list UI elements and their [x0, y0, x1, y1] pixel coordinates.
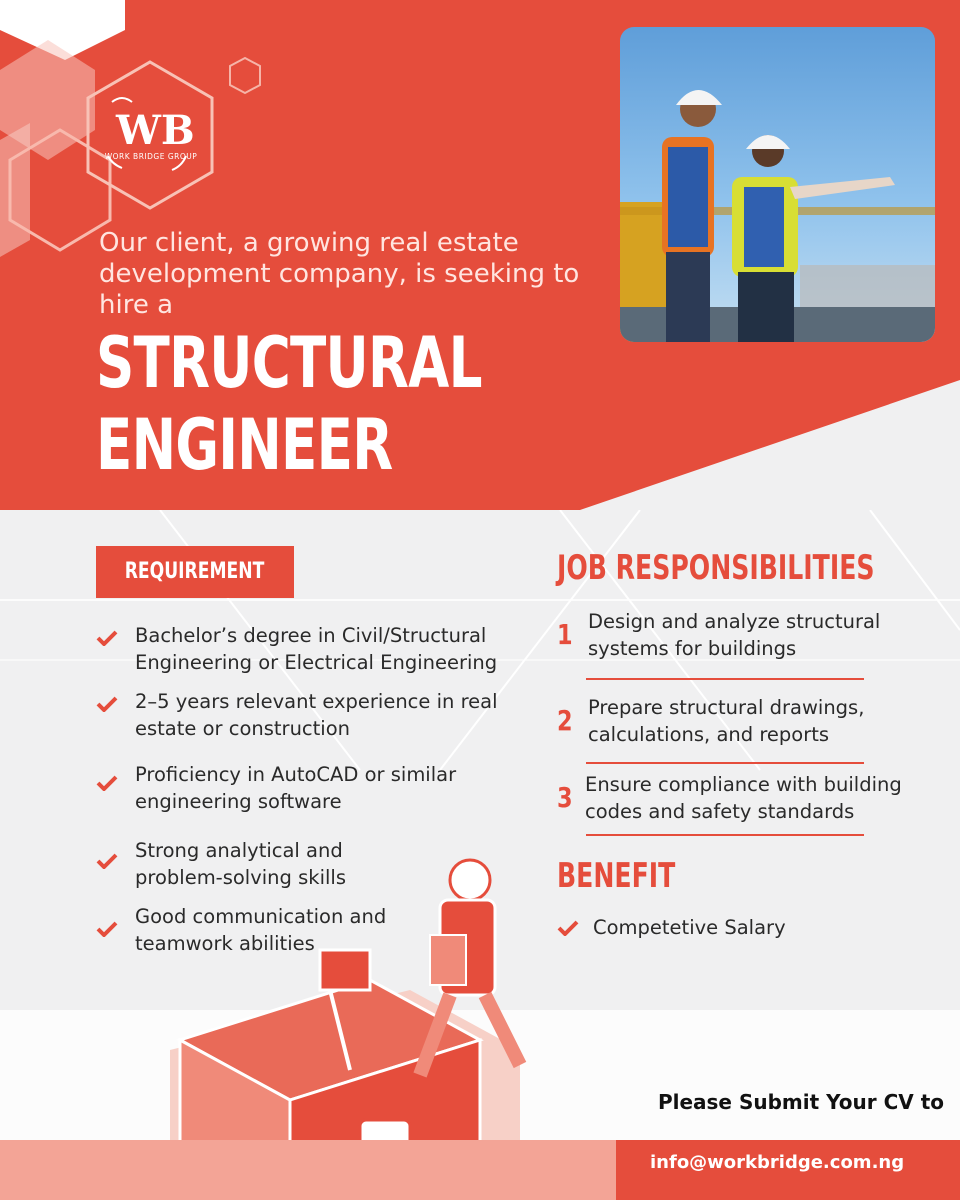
divider	[586, 834, 864, 836]
divider	[586, 762, 864, 764]
check-icon	[96, 775, 118, 791]
logo-mark-icon	[86, 70, 216, 212]
engineers-photo	[620, 27, 935, 342]
intro-text: Our client, a growing real estate development company, is seeking to hire a	[99, 228, 580, 320]
submit-cv-label: Please Submit Your CV to	[657, 1090, 944, 1114]
header-panel-cut	[580, 380, 960, 510]
job-poster: WB WORK BRIDGE GROUP Our client, a growing real estate development company, is seeking to hire a STRUCTURAL ENGINEER REQUIREMENT Bachelor’s degree in Civil/Structural Engineering or Electrical Engineering 2–5 years relevant experience in real estate or construction Proficiency in AutoCAD or similar engineering software Strong analytical and problem-solving skills Good communication and teamwork abilities JOB RESPONSIBILITIES 1 Design and analyze structural systems for buildings 2 Prepare structural drawings, calculations, and reports 3 Ensure compliance with building codes and safety standards BENEFIT Competetive Salary Please Submit Your CV to info@workbridge.com.ng	[0, 0, 960, 1200]
check-icon	[96, 853, 118, 869]
engineers-image	[620, 27, 935, 342]
check-icon	[96, 696, 118, 712]
svg-text:WB: WB	[116, 107, 195, 154]
job-title	[96, 322, 482, 486]
check-icon	[96, 630, 118, 646]
requirement-heading: REQUIREMENT	[96, 546, 294, 598]
divider	[586, 678, 864, 680]
contact-email-link[interactable]: info@workbridge.com.ng	[650, 1152, 905, 1173]
work-bridge-logo	[86, 70, 216, 212]
job-title-line2: ENGINEER	[96, 404, 393, 486]
job-title-line1: STRUCTURAL	[96, 322, 482, 404]
responsibilities-heading: JOB RESPONSIBILITIES	[557, 548, 875, 588]
check-icon	[96, 921, 118, 937]
logo-tagline: WORK BRIDGE GROUP	[104, 152, 198, 161]
benefit-heading: BENEFIT	[557, 856, 676, 896]
